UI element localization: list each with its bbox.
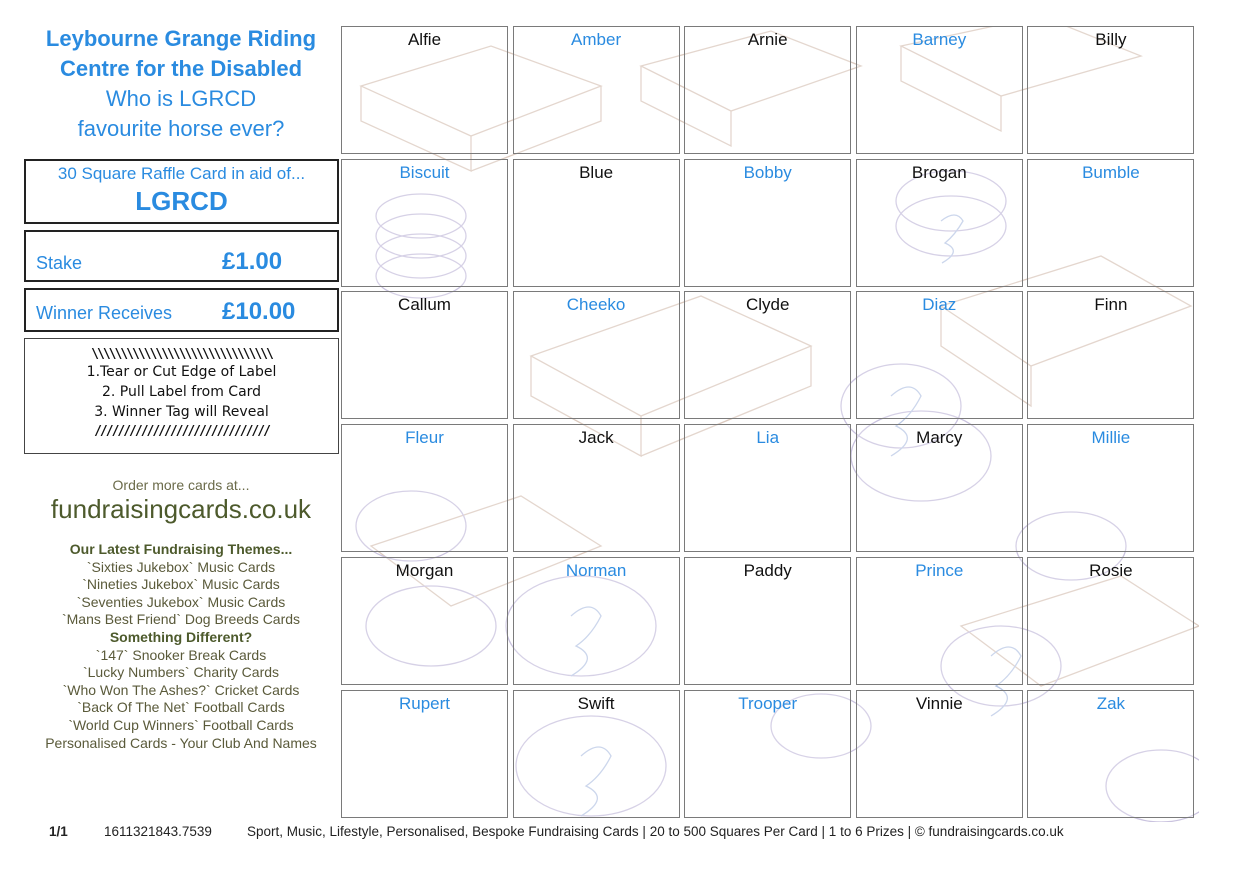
raffle-square[interactable] <box>684 557 851 685</box>
square-name: Finn <box>1094 295 1128 315</box>
raffle-square[interactable] <box>684 159 851 287</box>
raffle-square[interactable] <box>1027 424 1194 552</box>
instructions-box <box>24 338 339 454</box>
square-name: Alfie <box>407 30 442 49</box>
square-name: Cheeko <box>566 295 626 315</box>
different-item: `Lucky Numbers` Charity Cards <box>82 664 280 681</box>
square-name: Biscuit <box>399 162 450 182</box>
square-name: Bumble <box>1082 162 1140 182</box>
raffle-square[interactable] <box>341 159 508 287</box>
raffle-square[interactable] <box>856 424 1023 552</box>
square-name: Bobby <box>743 162 792 182</box>
raffle-grid <box>341 26 1199 822</box>
instruction-step-1: 1.Tear or Cut Edge of Label <box>86 364 277 380</box>
site-link[interactable]: fundraisingcards.co.uk <box>50 494 312 524</box>
square-name: Norman <box>565 560 627 580</box>
square-name: Paddy <box>743 560 792 580</box>
square-name: Clyde <box>745 295 790 315</box>
instruction-step-2: 2. Pull Label from Card <box>101 384 262 400</box>
raffle-square[interactable] <box>341 26 508 154</box>
raffle-square[interactable] <box>1027 557 1194 685</box>
different-item: Personalised Cards - Your Club And Names <box>45 734 317 751</box>
theme-item: `Mans Best Friend` Dog Breeds Cards <box>61 611 301 628</box>
winner-label: Winner Receives <box>36 303 173 323</box>
stake-amount: £1.00 <box>222 248 283 275</box>
tear-hatch-bottom: ////////////////////////////// <box>94 424 269 439</box>
square-name: Rosie <box>1089 560 1133 580</box>
raffle-square[interactable] <box>856 159 1023 287</box>
square-name: Amber <box>571 30 622 49</box>
aid-name: LGRCD <box>135 186 228 216</box>
raffle-square[interactable] <box>341 690 508 818</box>
different-item: `Back Of The Net` Football Cards <box>77 699 285 716</box>
raffle-square[interactable] <box>1027 690 1194 818</box>
stake-label: Stake <box>36 253 83 273</box>
aid-line: 30 Square Raffle Card in aid of... <box>57 164 306 183</box>
raffle-square[interactable] <box>684 424 851 552</box>
square-name: Swift <box>577 693 615 713</box>
square-name: Lia <box>756 428 780 448</box>
page-number: 1/1 <box>49 824 68 839</box>
square-name: Marcy <box>916 428 963 448</box>
square-name: Billy <box>1095 30 1127 49</box>
different-heading: Something Different? <box>109 628 253 645</box>
themes-list <box>22 541 340 752</box>
raffle-square[interactable] <box>684 291 851 419</box>
square-name: Morgan <box>395 560 454 580</box>
raffle-square[interactable] <box>856 557 1023 685</box>
square-name: Prince <box>915 560 964 580</box>
theme-item: `Nineties Jukebox` Music Cards <box>82 576 280 593</box>
square-name: Millie <box>1091 428 1131 448</box>
raffle-square[interactable] <box>684 26 851 154</box>
title-line-2: Centre for the Disabled <box>59 56 303 81</box>
aid-box <box>24 159 339 224</box>
square-name: Vinnie <box>915 693 963 713</box>
instruction-step-3: 3. Winner Tag will Reveal <box>94 404 269 420</box>
raffle-square[interactable] <box>513 159 680 287</box>
raffle-square[interactable] <box>1027 291 1194 419</box>
theme-item: `Seventies Jukebox` Music Cards <box>76 593 286 610</box>
different-item: `Who Won The Ashes?` Cricket Cards <box>62 681 300 698</box>
raffle-square[interactable] <box>1027 159 1194 287</box>
card-code: 1611321843.7539 <box>104 824 212 839</box>
themes-heading: Our Latest Fundraising Themes... <box>69 541 293 557</box>
winner-amount: £10.00 <box>222 298 296 325</box>
square-name: Trooper <box>738 693 798 713</box>
raffle-square[interactable] <box>513 424 680 552</box>
square-name: Jack <box>578 428 614 448</box>
raffle-square[interactable] <box>513 26 680 154</box>
square-name: Brogan <box>911 162 967 182</box>
raffle-square[interactable] <box>341 291 508 419</box>
tear-hatch-top: \\\\\\\\\\\\\\\\\\\\\\\\\\\\\\\ <box>91 347 272 362</box>
square-name: Callum <box>398 295 451 315</box>
raffle-square[interactable] <box>513 690 680 818</box>
square-name: Arnie <box>747 30 788 49</box>
raffle-square[interactable] <box>513 291 680 419</box>
raffle-square[interactable] <box>341 424 508 552</box>
raffle-square[interactable] <box>513 557 680 685</box>
footer-tagline: Sport, Music, Lifestyle, Personalised, Bespoke Fundraising Cards | 20 to 500 Squares Per Card | 1 to 6 Prizes | © fundraisingcards.co.uk <box>247 824 1064 839</box>
question-line-2: favourite horse ever? <box>77 116 285 141</box>
header-block <box>22 24 340 144</box>
raffle-square[interactable] <box>1027 26 1194 154</box>
winner-box <box>24 288 339 332</box>
different-item: `147` Snooker Break Cards <box>95 646 267 663</box>
square-name: Fleur <box>405 428 444 448</box>
raffle-square[interactable] <box>341 557 508 685</box>
raffle-square[interactable] <box>684 690 851 818</box>
square-name: Blue <box>579 162 614 182</box>
raffle-square[interactable] <box>856 26 1023 154</box>
different-item: `World Cup Winners` Football Cards <box>68 716 294 733</box>
square-name: Barney <box>912 30 967 49</box>
question-line-1: Who is LGRCD <box>105 86 257 111</box>
raffle-square[interactable] <box>856 291 1023 419</box>
theme-item: `Sixties Jukebox` Music Cards <box>86 558 276 575</box>
stake-box <box>24 230 339 282</box>
square-name: Diaz <box>922 295 957 315</box>
order-text: Order more cards at... <box>112 477 250 493</box>
square-name: Zak <box>1096 693 1126 713</box>
raffle-square[interactable] <box>856 690 1023 818</box>
square-name: Rupert <box>398 693 451 713</box>
title-line-1: Leybourne Grange Riding <box>45 26 317 51</box>
